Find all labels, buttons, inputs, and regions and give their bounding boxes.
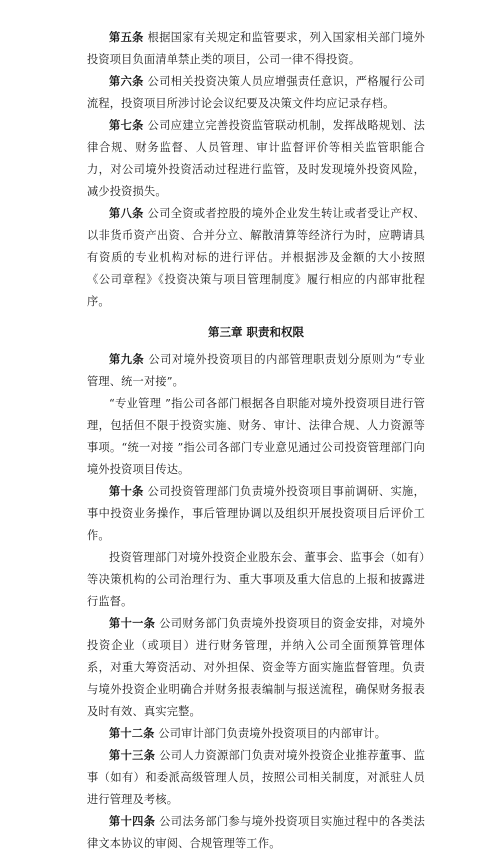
chapter-heading: 第三章 职责和权限 [207,325,304,339]
article-7 [87,115,425,203]
article-text: 公司应建立完善投资监管联动机制，发挥战略规划、法律合规、财务监督、人员管理、审计监督评价等相关监管职能合力，对公司境外投资活动过程进行监管，及时发现境外投资风险，减少投资损失。 [87,119,425,198]
article-number: 第八条 [109,207,144,220]
article-text: 公司全资或者控股的境外企业发生转让或者受让产权、以非货币资产出资、合并分立、解散清算等经济行为时，应聘请具有资质的专业机构对标的进行评估。并根据涉及金额的大小按照《公司章程》《投资决策与项目管理制度》履行相应的内部审批程序。 [87,207,425,308]
article-text: 公司对境外投资项目的内部管理职责划分原则为“专业管理、统一对接”。 [87,353,425,388]
article-number: 第十四条 [109,815,156,828]
article-text: 公司相关投资决策人员应增强责任意识，严格履行公司流程，投资项目所涉讨论会议纪要及决策文件均应记录存档。 [87,75,425,110]
article-10 [87,481,425,547]
article-text: 公司法务部门参与境外投资项目实施过程中的各类法律文本协议的审阅、合规管理等工作。 [87,815,425,850]
article-number: 第五条 [109,31,144,44]
article-8 [87,203,425,313]
article-text: 根据国家有关规定和监管要求，列入国家相关部门境外投资项目负面清单禁止类的项目，公司一律不得投资。 [87,31,425,66]
article-12 [87,723,425,745]
article-9-paragraph-2: “专业管理 ”指公司各部门根据各自职能对境外投资项目进行管理，包括但不限于投资实施、财务、审计、法律合规、人力资源等事项。“统一对接 ”指公司各部门专业意见通过公司投资管理部门向境外投资项目传达。 [87,397,425,476]
article-13 [87,745,425,811]
article-text: 公司人力资源部门负责对境外投资企业推荐董事、监事（如有）和委派高级管理人员，按照公司相关制度，对派驻人员进行管理及考核。 [87,749,425,806]
article-10-paragraph-2: 投资管理部门对境外投资企业股东会、董事会、监事会（如有）等决策机构的公司治理行为、重大事项及重大信息的上报和披露进行监督。 [87,551,425,608]
article-number: 第六条 [109,75,144,88]
article-number: 第十三条 [109,749,156,762]
article-number: 第十条 [109,485,144,498]
article-number: 第十二条 [109,727,155,740]
article-text: 公司财务部门负责境外投资项目的资金安排，对境外投资企业（或项目）进行财务管理，并纳入公司全面预算管理体系，对重大筹资活动、对外担保、资金等方面实施监督管理。负责与境外投资企业明确合并财务报表编制与报送流程，确保财务报表及时有效、真实完整。 [87,617,425,718]
article-9 [87,349,425,393]
article-number: 第九条 [109,353,145,366]
article-number: 第十一条 [109,617,156,630]
article-6 [87,71,425,115]
article-text: 公司投资管理部门负责境外投资项目事前调研、实施，事中投资业务操作，事后管理协调以及组织开展投资项目后评价工作。 [87,485,425,542]
article-number: 第七条 [109,119,144,132]
article-5 [87,27,425,71]
article-text: 公司审计部门负责境外投资项目的内部审计。 [158,727,387,740]
document-body [87,27,425,855]
article-14 [87,811,425,855]
